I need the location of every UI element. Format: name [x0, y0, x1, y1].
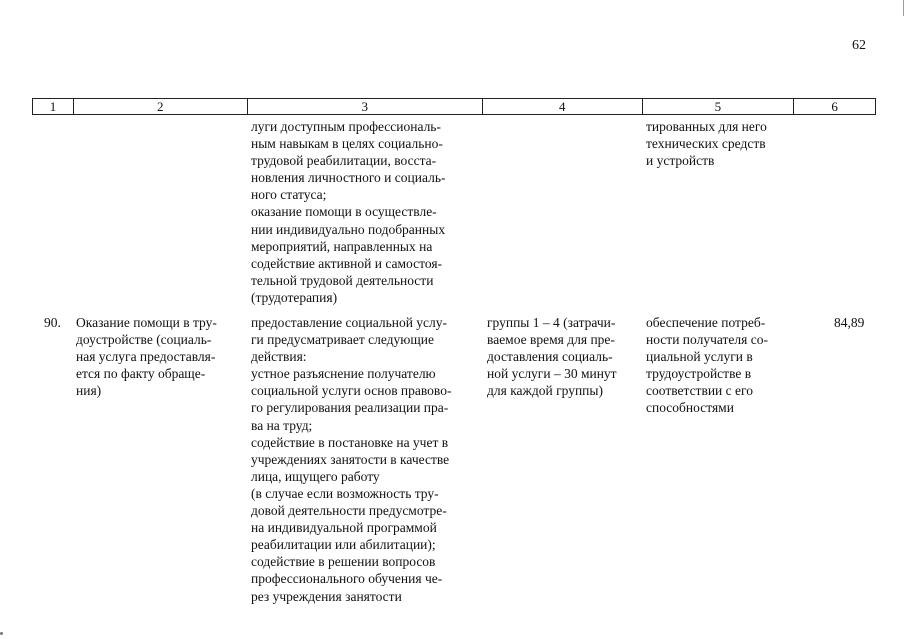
row-90-price: 84,89: [834, 315, 865, 330]
page-edge-mark: [903, 0, 904, 16]
row-90-number: 90.: [44, 315, 61, 330]
row-90-conditions: обеспечение потреб- ности получателя со- циальной услуги в трудоустройстве в соответствии с его способностями: [646, 315, 768, 416]
header-col-5: 5: [642, 99, 794, 114]
table-header-row: [32, 98, 876, 115]
header-col-4: 4: [482, 99, 642, 114]
header-col-6: 6: [793, 99, 875, 114]
header-col-1: 1: [49, 99, 57, 114]
scan-artifact-dot: [0, 632, 3, 635]
header-col-3: 3: [247, 99, 482, 114]
row-90-time-norms: группы 1 – 4 (затрачи- ваемое время для пре- доставления социаль- ной услуги – 30 минут для каждой группы): [487, 315, 617, 399]
row-90-service-name: Оказание помощи в тру- доустройстве (социаль- ная услуга предоставля- ется по факту обраще- ния): [76, 315, 217, 399]
header-col-2: 2: [73, 99, 247, 114]
row-90-description: предоставление социальной услу- ги предусматривает следующие действия: устное разъяснение получателю социальной услуги основ правово- го регулирования реализации пра- ва на труд; содействие в постановке на учет в учреждениях занятости в качестве лица, ищущего работу (в случае если возможность тру- довой деятельности предусмотре- на индивидуальной программой реабилитации или абилитации); содействие в решении вопросов профессионального обучения че- рез учреждения занятости: [251, 315, 452, 604]
continued-row-description: луги доступным профессиональ- ным навыкам в целях социально- трудовой реабилитации, восста- новления личностного и социаль- ного статуса; оказание помощи в осуществле- нии индивидуально подобранных мероприятий, направленных на содействие активной и самостоя- тельной трудовой деятельности (трудотерапия): [251, 119, 446, 305]
page-number: 62: [852, 38, 866, 53]
continued-row-conditions: тированных для него технических средств и устройств: [646, 119, 767, 169]
